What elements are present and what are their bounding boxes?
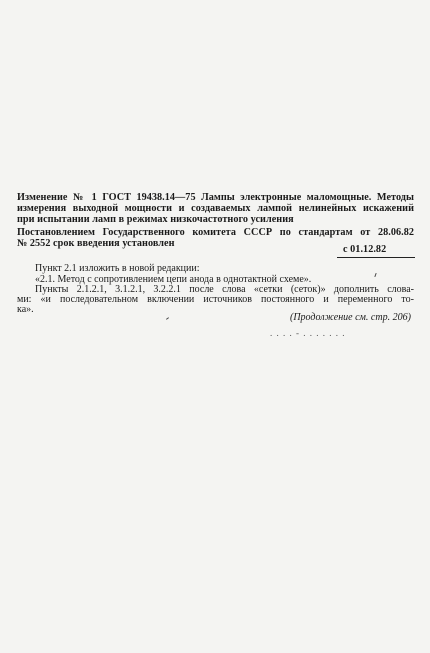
scan-mark xyxy=(166,317,169,320)
resolution-line-1: Постановлением Государственного комитета СССР по стандартам от 28.06.82 xyxy=(17,227,414,238)
paragraph-3-line-2: ми: «и последовательном включении источников постоянного и переменного то- xyxy=(17,294,414,305)
scan-mark xyxy=(374,273,376,277)
header-line-2: измерения выходной мощности и создаваемых лампой нелинейных искажений xyxy=(17,203,414,214)
date-underline xyxy=(337,257,415,258)
header-line-3: при испытании ламп в режимах низкочастотного усиления xyxy=(17,214,294,225)
paragraph-2: «2.1. Метод с сопротивлением цепи анода в однотактной схеме». xyxy=(35,274,312,285)
effective-date: с 01.12.82 xyxy=(343,244,387,255)
continuation-note: (Продолжение см. стр. 206) xyxy=(290,312,411,323)
resolution-line-2: № 2552 срок введения установлен xyxy=(17,238,175,249)
scan-dots: . . . . ‑ . . . . . . . xyxy=(270,328,346,338)
paragraph-3-line-3: ка». xyxy=(17,304,34,315)
paragraph-3-line-1: Пункты 2.1.2.1, 3.1.2.1, 3.2.2.1 после слова «сетки (сеток)» дополнить слова- xyxy=(35,284,414,295)
header-line-1: Изменение № 1 ГОСТ 19438.14—75 Лампы электронные маломощные. Методы xyxy=(17,192,414,203)
paragraph-1: Пункт 2.1 изложить в новой редакции: xyxy=(35,263,200,274)
